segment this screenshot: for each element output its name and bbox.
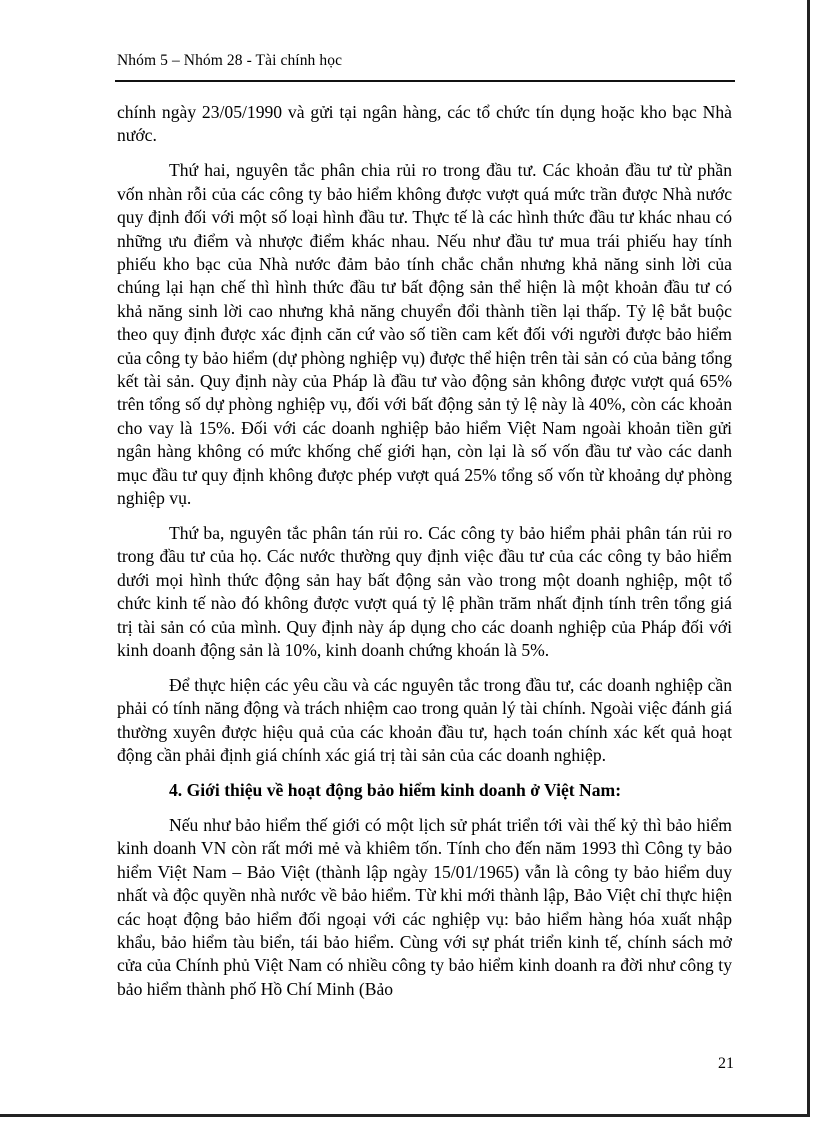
section-heading: 4. Giới thiệu về hoạt động bảo hiểm kinh doanh ở Việt Nam:: [169, 779, 622, 800]
running-header: Nhóm 5 – Nhóm 28 - Tài chính học: [117, 52, 343, 69]
paragraph-risk-diversification: Thứ ba, nguyên tắc phân tán rủi ro. Các công ty bảo hiểm phải phân tán rủi ro trong đầu tư của họ. Các nước thường quy định việc đầu tư của các công ty bảo hiểm dưới mọi hình thức động sản hay bất động sản vào trong một doanh nghiệp, một tổ chức kinh tế nào đó không được vượt quá tỷ lệ phần trăm nhất định tính trên tổng giá trị tài sản có của mình. Quy định này áp dụng cho các doanh nghiệp của Pháp đối với kinh doanh động sản là 10%, kinh doanh chứng khoán là 5%.: [117, 522, 732, 660]
page-number: 21: [718, 1055, 734, 1072]
header-rule: [115, 80, 735, 82]
paragraph-continuation: chính ngày 23/05/1990 và gửi tại ngân hàng, các tổ chức tín dụng hoặc kho bạc Nhà nước.: [117, 102, 732, 146]
paragraph-vietnam-insurance: Nếu như bảo hiểm thế giới có một lịch sử phát triển tới vài thế kỷ thì bảo hiểm kinh doanh VN còn rất mới mẻ và khiêm tốn. Tính cho đến năm 1993 thì Công ty bảo hiểm Việt Nam – Bảo Việt (thành lập ngày 15/01/1965) vẫn là công ty bảo hiểm duy nhất và độc quyền nhà nước về bảo hiểm. Từ khi mới thành lập, Bảo Việt chỉ thực hiện các hoạt động bảo hiểm đối ngoại với các nghiệp vụ: bảo hiểm hàng hóa xuất nhập khẩu, bảo hiểm tàu biển, tái bảo hiểm. Cùng với sự phát triển kinh tế, chính sách mở cửa của Chính phủ Việt Nam có nhiều công ty bảo hiểm kinh doanh ra đời như công ty bảo hiểm thành phố Hồ Chí Minh (Bảo: [117, 814, 732, 999]
paragraph-requirements: Để thực hiện các yêu cầu và các nguyên tắc trong đầu tư, các doanh nghiệp cần phải có tính năng động và trách nhiệm cao trong quản lý tài chính. Ngoài việc đánh giá thường xuyên được hiệu quả của các khoản đầu tư, hạch toán chính xác kết quả hoạt động cần phải định giá chính xác giá trị tài sản của các doanh nghiệp.: [117, 674, 732, 766]
paragraph-risk-allocation: Thứ hai, nguyên tắc phân chia rủi ro trong đầu tư. Các khoản đầu tư từ phần vốn nhàn rỗi của các công ty bảo hiểm không được vượt quá mức trần được Nhà nước quy định đối với một số loại hình đầu tư. Thực tế là các hình thức đầu tư khác nhau có những ưu điểm và nhược điểm khác nhau. Nếu như đầu tư mua trái phiếu hay tính phiếu kho bạc của Nhà nước đảm bảo tính chắc chắn nhưng khả năng sinh lời của chúng lại hạn chế thì hình thức đầu tư bất động sản thể hiện là một khoản đầu tư có khả năng sinh lời cao nhưng khả năng chuyển đổi thành tiền lại thấp. Tỷ lệ bắt buộc theo quy định được xác định căn cứ vào số tiền cam kết đối với người được bảo hiểm của công ty bảo hiểm (dự phòng nghiệp vụ) được thể hiện trên tài sản có của bảng tổng kết tài sản. Quy định này của Pháp là đầu tư vào động sản không được vượt quá 65% trên tổng số dự phòng nghiệp vụ, đối với bất động sản tỷ lệ này là 40%, còn các khoản cho vay là 15%. Đối với các doanh nghiệp bảo hiểm Việt Nam ngoài khoản tiền gửi ngân hàng không có mức khống chế giới hạn, còn lại là số vốn đầu tư vào các danh mục đầu tư quy định không được phép vượt quá 25% tổng số vốn từ khoảng dự phòng nghiệp vụ.: [117, 160, 732, 508]
document-body: [117, 101, 732, 1001]
